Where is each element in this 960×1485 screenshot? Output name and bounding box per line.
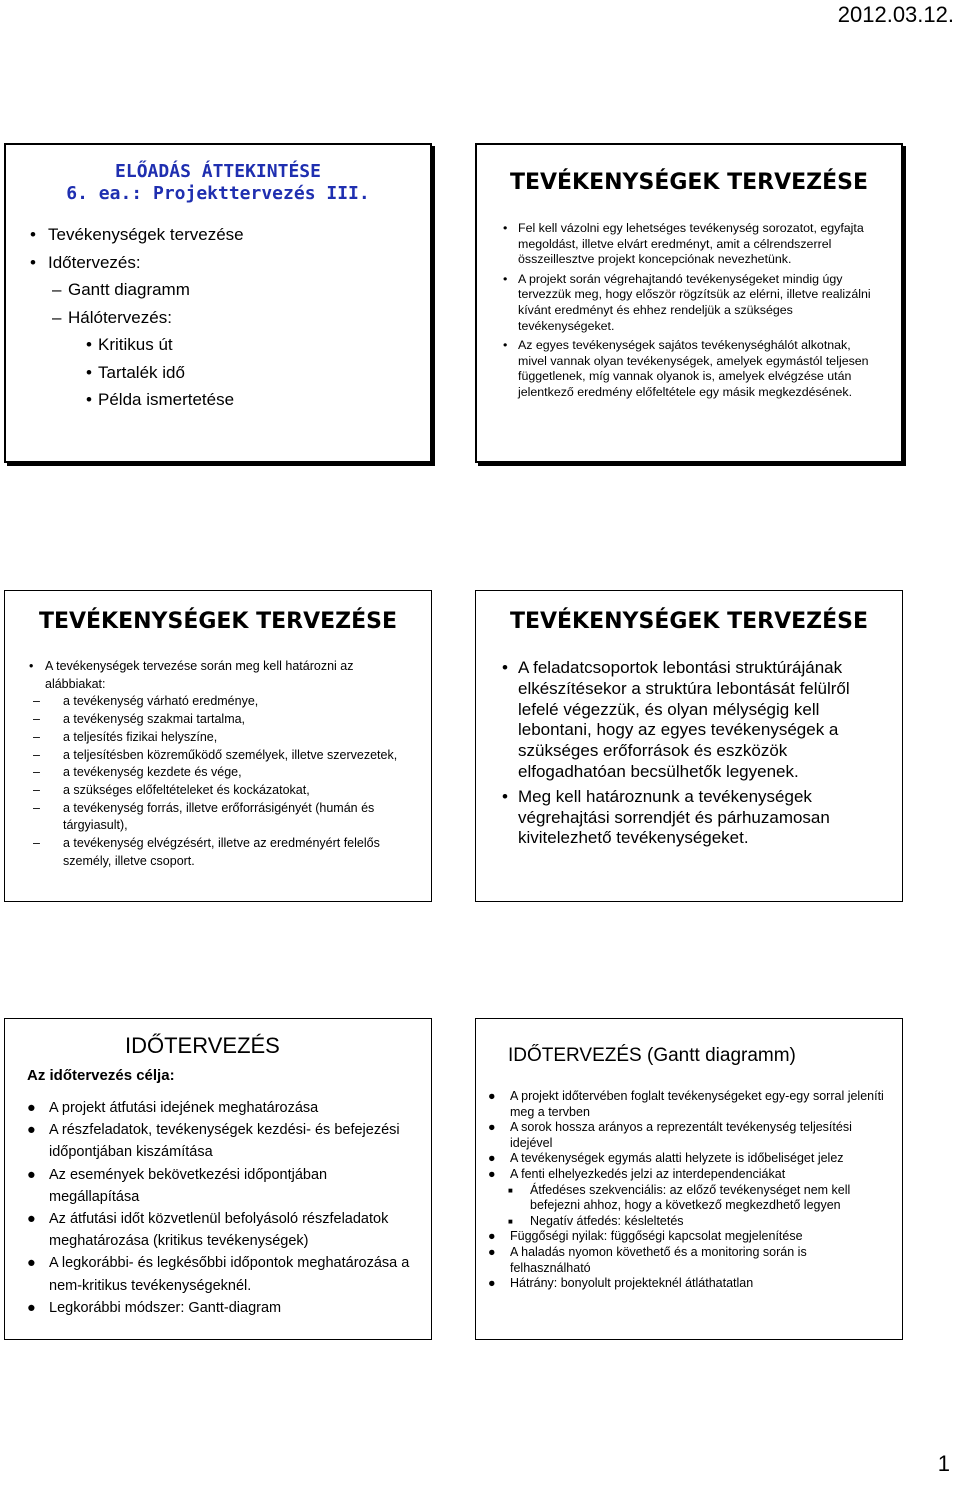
slide-overview bbox=[4, 143, 432, 463]
list-item: – a tevékenység kezdete és vége, bbox=[33, 765, 242, 780]
list-item: – a tevékenység szakmai tartalma, bbox=[33, 712, 246, 727]
list-item: ● Hátrány: bonyolult projekteknél átláthatatlan bbox=[488, 1276, 754, 1291]
overview-list bbox=[30, 221, 244, 414]
list-item: – a teljesítés fizikai helyszíne, bbox=[33, 729, 218, 744]
page-date: 2012.03.12. bbox=[837, 2, 954, 27]
list-item: • Tartalék idő bbox=[86, 362, 185, 382]
slide-title: IDŐTERVEZÉS (Gantt diagramm) bbox=[508, 1045, 796, 1066]
list-item: – a tevékenység forrás, illetve erőforrásigényét (humán és tárgyiasult), bbox=[33, 800, 375, 833]
list-item: ● A projekt átfutási idejének meghatározása bbox=[27, 1100, 319, 1116]
list-item: ● Az események bekövetkezési időpontjában megállapítása bbox=[27, 1166, 328, 1205]
slide-title-line1: ELŐADÁS ÁTTEKINTÉSE bbox=[115, 161, 321, 182]
list-item: ● Függőségi nyilak: függőségi kapcsolat megjelenítése bbox=[488, 1229, 803, 1244]
slide-title: TEVÉKENYSÉGEK TERVEZÉSE bbox=[509, 609, 869, 634]
paragraph: • Meg kell határoznunk a tevékenységek végrehajtási sorrendjét és párhuzamosan kivitelezhető tevékenységeket. bbox=[502, 786, 830, 848]
intro-text: • A tevékenységek tervezése során meg kell határozni az alábbiakat: bbox=[29, 659, 354, 691]
list-item: ● A projekt időtervében foglalt tevékenységeket egy-egy sorral jeleníti meg a tervben bbox=[488, 1089, 884, 1119]
list-item: ● A sorok hossza arányos a reprezentált tevékenység teljesítési idejével bbox=[488, 1120, 852, 1150]
list-item: ● A fenti elhelyezkedés jelzi az interdependenciákat bbox=[488, 1166, 786, 1181]
list-item: – Hálótervezés: bbox=[52, 307, 172, 327]
list-item: ● A tevékenységek egymás alatti helyzete is időbeliséget jelez bbox=[488, 1151, 844, 1166]
slide-subtitle: Az időtervezés célja: bbox=[27, 1067, 175, 1084]
list-item: ● Az átfutási időt közvetlenül befolyásoló részfeladatok meghatározása (kritikus tevékenységek) bbox=[27, 1211, 389, 1250]
page-number: 1 bbox=[937, 1451, 950, 1476]
list-item: • Időtervezés: bbox=[30, 252, 141, 272]
paragraph: • A feladatcsoportok lebontási struktúrájának elkészítésekor a struktúra lebontását felülről lefelé végezzük, és olyan mélységig kell lebontani, hogy az egyes tevékenységek a szükséges erőforrások és eszközök elfogadhatóan becsülhetők legyenek. bbox=[502, 658, 850, 781]
list-item: – a teljesítésben közreműködő személyek, illetve szervezetek, bbox=[33, 747, 398, 762]
slide-title: TEVÉKENYSÉGEK TERVEZÉSE bbox=[38, 609, 398, 634]
sub-list-item: ■ Átfedéses szekvenciális: az előző tevékenységet nem kell befejezni ahhoz, hogy a következő megkezdhető legyen bbox=[508, 1182, 851, 1213]
paragraph: • Fel kell vázolni egy lehetséges tevékenység sorozatot, egyfajta megoldást, illetve elvárt eredményt, amit a célrendszerrel összeillesztve projekt koncepciónak nevezhetünk. bbox=[503, 221, 864, 267]
slide-activity-planning-2 bbox=[4, 590, 432, 902]
paragraph: • Az egyes tevékenységek sajátos tevékenységhálót alkotnak, mivel vannak olyan tevékenységek, amelyek egymástól teljesen függetlenek, míg vannak olyanok is, amelyek elvégzése után jelentkező eredmény előfeltétele egy másik megkezdésének. bbox=[503, 338, 869, 399]
sub-list-item: ■ Negatív átfedés: késleltetés bbox=[508, 1213, 684, 1228]
list-item: – a tevékenység elvégzésért, illetve az eredményért felelős személy, illetve csoport. bbox=[33, 836, 380, 868]
slide-title: IDŐTERVEZÉS bbox=[125, 1033, 280, 1058]
paragraph: • A projekt során végrehajtandó tevékenységeket mindig úgy tervezzük meg, hogy először rögzítsük az elérni, illetve realizálni kívánt eredményt és ehhez rendeljük a szükséges tevékenységeket. bbox=[503, 271, 871, 333]
list-item: – Gantt diagramm bbox=[52, 280, 190, 299]
list-item: – a szükséges előfeltételeket és kockázatokat, bbox=[33, 782, 310, 797]
list-item: – a tevékenység várható eredménye, bbox=[33, 694, 259, 709]
list-item: • Példa ismertetése bbox=[86, 390, 235, 409]
list-item: ● Legkorábbi módszer: Gantt-diagram bbox=[27, 1299, 282, 1316]
slide-title-line2: 6. ea.: Projekttervezés III. bbox=[66, 183, 370, 204]
slide-time-planning bbox=[4, 1018, 432, 1340]
slide-activity-planning-1 bbox=[475, 143, 903, 463]
list-item: ● A legkorábbi- és legkésőbbi időpontok meghatározása a nem-kritikus tevékenységeknél. bbox=[27, 1255, 410, 1294]
slide-activity-planning-3 bbox=[475, 590, 903, 902]
slide-title: TEVÉKENYSÉGEK TERVEZÉSE bbox=[509, 170, 869, 195]
list-item: • Tevékenységek tervezése bbox=[30, 225, 244, 244]
list-item: • Kritikus út bbox=[86, 335, 173, 354]
list-item: ● A haladás nyomon követhető és a monitoring során is felhasználható bbox=[488, 1244, 807, 1275]
list-item: ● A részfeladatok, tevékenységek kezdési- és befejezési időpontjában kiszámítása bbox=[27, 1122, 400, 1161]
slide-gantt bbox=[475, 1018, 903, 1340]
